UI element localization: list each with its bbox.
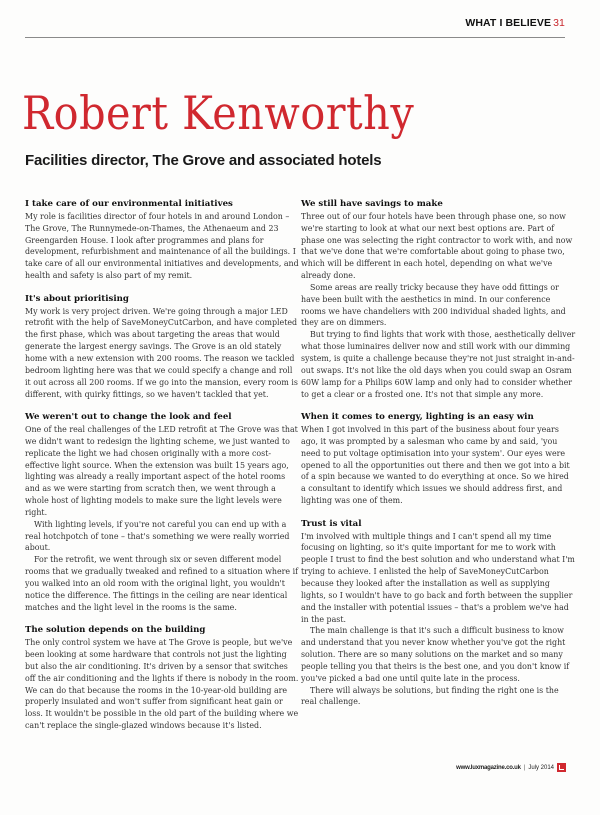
paragraph: My role is facilities director of four hotels in and around London – The Grove, The Runnymede-on-Thames, the Athenaeum and 23 Greengarden House. I look after programmes and plans for development, refurbishment and maintenance of all the buildings. I take care of all our environmental initiatives and developments, and health and safety is also part of my remit. [25,211,299,281]
section-easy-win [301,412,576,507]
paragraph: I'm involved with multiple things and I can't spend all my time focusing on lighting, so it's quite important for me to work with people I trust to find the best solution and who understand what I'm trying to achieve. I enlisted the help of SaveMoneyCutCarbon because they looked after the installation as well as supplying lights, so I wouldn't have to go back and forth between the supplier and the installer with potential issues – that's a problem we've had in the past. [301,531,575,624]
section-look-and-feel [25,412,300,613]
section-prioritising [25,294,300,401]
section-heading: We weren't out to change the look and feel [25,412,232,423]
paragraph: The only control system we have at The Grove is people, but we've been looking at some hardware that controls not just the lighting but also the air conditioning. It's driven by a sensor that switches off the air conditioning and the lights if there is nobody in the room. We can do that because the rooms in the 10-year-old building are properly insulated and won't suffer from significant heat gain or loss. It wouldn't be possible in the old part of the building where we can't replace the single-glazed windows because it's listed. [25,638,299,731]
paragraph: Some areas are really tricky because they have odd fittings or have been built with the aesthetics in mind. In our conference rooms we have chandeliers with 200 individual shaded lights, and they are on dimmers. [301,282,566,328]
paragraph: For the retrofit, we went through six or seven different model rooms that we gradually tweaked and refined to a situation where if you walked into an old room with the original light, you wouldn't notice the difference. The fittings in the ceiling are near identical matches and the light level in the rooms is the same. [25,555,299,612]
section-label [465,17,565,29]
section-heading: The solution depends on the building [25,625,206,636]
section-heading: We still have savings to make [301,199,443,209]
website-link[interactable]: www.luxmagazine.co.uk [456,764,521,771]
section-trust-is-vital [301,519,576,709]
section-solution-depends [25,625,300,732]
paragraph: My work is very project driven. We're going through a major LED retrofit with the help of SaveMoneyCutCarbon, and have completed the first phase, which was about targeting the areas that would generate the largest energy savings. The Grove is an old stately home with a new extension with 200 rooms. The reason we tackled bedroom lighting here was that we could specify a change and roll it out across all 200 rooms. If we go into the mansion, every room is different, with quirky fittings, so we haven't tackled that yet. [25,306,298,399]
section-heading: Trust is vital [301,518,362,529]
section-heading: It's about prioritising [25,293,129,304]
section-savings-to-make [301,199,576,400]
page-footer [456,763,566,772]
left-column [25,199,300,732]
page-number: 31 [553,17,565,29]
article-subtitle: Facilities director, The Grove and associated hotels [25,152,382,169]
paragraph: When I got involved in this part of the business about four years ago, it was prompted by a salesman who came by and said, 'you need to put voltage optimisation into your system'. Our eyes were opened to all the opportunities out there and then we got into a bit of a spin because we wanted to do everything at once. So we hired a consultant to identify which issues we should address first, and lighting was one of them. [301,425,570,506]
section-heading: I take care of our environmental initiatives [25,199,233,209]
article-title: Robert Kenworthy [22,86,415,140]
running-header [25,15,565,38]
paragraph: One of the real challenges of the LED retrofit at The Grove was that we didn't want to redesign the lighting scheme, we just wanted to replicate the light we had chosen originally with a more cost-effective light source. When the extension was built 15 years ago, lighting was already a really important aspect of the hotel rooms and as we were starting from scratch then, we went through a whole host of lighting models to make sure the light levels were right. [25,425,298,517]
right-column [301,199,576,708]
paragraph: Three out of our four hotels have been through phase one, so now we're starting to look at what our next best options are. Part of phase one was selecting the right contractor to work with, and now that we've done that we're comfortable about going to phase two, which will be different in each hotel, depending on what we've already done. [301,211,573,281]
paragraph: There will always be solutions, but finding the right one is the real challenge. [301,685,559,707]
paragraph: But trying to find lights that work with those, aesthetically deliver what those luminaires deliver now and still work with our dimming system, is quite a challenge because they're not just straight in-and-out swaps. It's not like the old days when you could swap an Osram 60W lamp for a Philips 60W lamp and only had to consider whether to get a clear or a frosted one. It's not that simple any more. [301,330,576,399]
footer-separator: | [523,764,526,771]
paragraph: With lighting levels, if you're not careful you can end up with a real hotchpotch of tone – that's something we were really worried about. [25,519,290,553]
section-environmental-initiatives [25,199,300,282]
paragraph: The main challenge is that it's such a difficult business to know and understand that you never know whether you've got the right solution. There are so many solutions on the market and so many people telling you that theirs is the best one, and you don't know if you've picked a bad one until quite late in the process. [301,626,570,683]
section-title: WHAT I BELIEVE [465,17,552,29]
section-heading: When it comes to energy, lighting is an easy win [301,412,534,423]
issue-date: July 2014 [528,764,554,771]
lux-logo-icon [557,763,566,772]
